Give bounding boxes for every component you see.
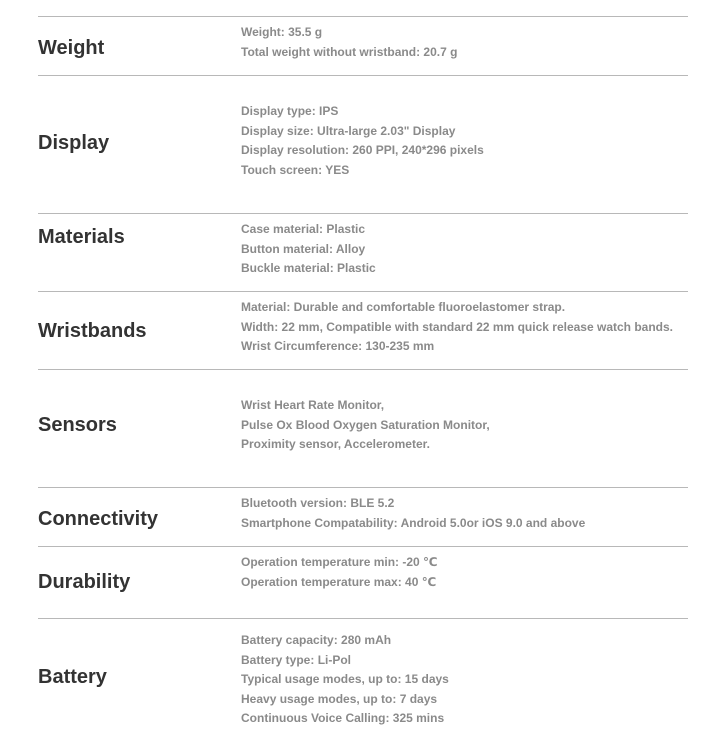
spec-detail: Display resolution: 260 PPI, 240*296 pixels — [241, 143, 484, 158]
spec-detail: Wrist Circumference: 130-235 mm — [241, 339, 435, 354]
spec-detail: Proximity sensor, Accelerometer. — [241, 437, 430, 452]
spec-label-durability: Durability — [38, 571, 131, 593]
spec-details-durability — [241, 553, 438, 592]
spec-detail: Touch screen: YES — [241, 162, 350, 177]
spec-detail: Bluetooth version: BLE 5.2 — [241, 496, 395, 510]
spec-detail: Battery type: Li-Pol — [241, 652, 352, 667]
spec-detail: Smartphone Compatability: Android 5.0or iOS 9.0 and above — [241, 515, 586, 530]
spec-label-sensors: Sensors — [38, 414, 117, 436]
spec-detail: Operation temperature max: 40 ℃ — [241, 574, 437, 589]
spec-details-connectivity — [241, 494, 585, 533]
spec-detail: Weight: 35.5 g — [241, 25, 323, 39]
divider — [38, 213, 688, 214]
spec-details-wristbands — [241, 298, 673, 357]
spec-label-battery: Battery — [38, 666, 107, 688]
spec-detail: Pulse Ox Blood Oxygen Saturation Monitor, — [241, 417, 490, 432]
spec-detail: Case material: Plastic — [241, 222, 366, 236]
divider — [38, 75, 688, 76]
spec-detail: Display size: Ultra-large 2.03" Display — [241, 123, 456, 138]
spec-details-sensors — [241, 396, 490, 455]
spec-detail: Width: 22 mm, Compatible with standard 22 mm quick release watch bands. — [241, 319, 673, 334]
spec-detail: Heavy usage modes, up to: 7 days — [241, 691, 438, 706]
spec-details-materials — [241, 220, 376, 279]
spec-detail: Display type: IPS — [241, 104, 339, 118]
divider — [38, 369, 688, 370]
divider — [38, 618, 688, 619]
divider — [38, 291, 688, 292]
spec-label-weight: Weight — [38, 37, 105, 59]
divider — [38, 16, 688, 17]
divider — [38, 487, 688, 488]
spec-details-weight — [241, 23, 457, 62]
spec-detail: Material: Durable and comfortable fluoroelastomer strap. — [241, 300, 566, 314]
spec-label-connectivity: Connectivity — [38, 508, 159, 530]
spec-detail: Buckle material: Plastic — [241, 261, 376, 276]
spec-details-battery — [241, 631, 449, 729]
spec-detail: Total weight without wristband: 20.7 g — [241, 44, 458, 59]
spec-detail: Battery capacity: 280 mAh — [241, 633, 392, 647]
spec-details-display — [241, 102, 484, 180]
spec-label-wristbands: Wristbands — [38, 320, 147, 342]
spec-detail: Typical usage modes, up to: 15 days — [241, 672, 449, 687]
spec-label-display: Display — [38, 132, 110, 154]
spec-detail: Continuous Voice Calling: 325 mins — [241, 711, 445, 726]
spec-label-materials: Materials — [38, 226, 125, 248]
divider — [38, 546, 688, 547]
spec-detail: Button material: Alloy — [241, 241, 366, 256]
spec-detail: Wrist Heart Rate Monitor, — [241, 398, 385, 412]
spec-detail: Operation temperature min: -20 ℃ — [241, 555, 438, 569]
